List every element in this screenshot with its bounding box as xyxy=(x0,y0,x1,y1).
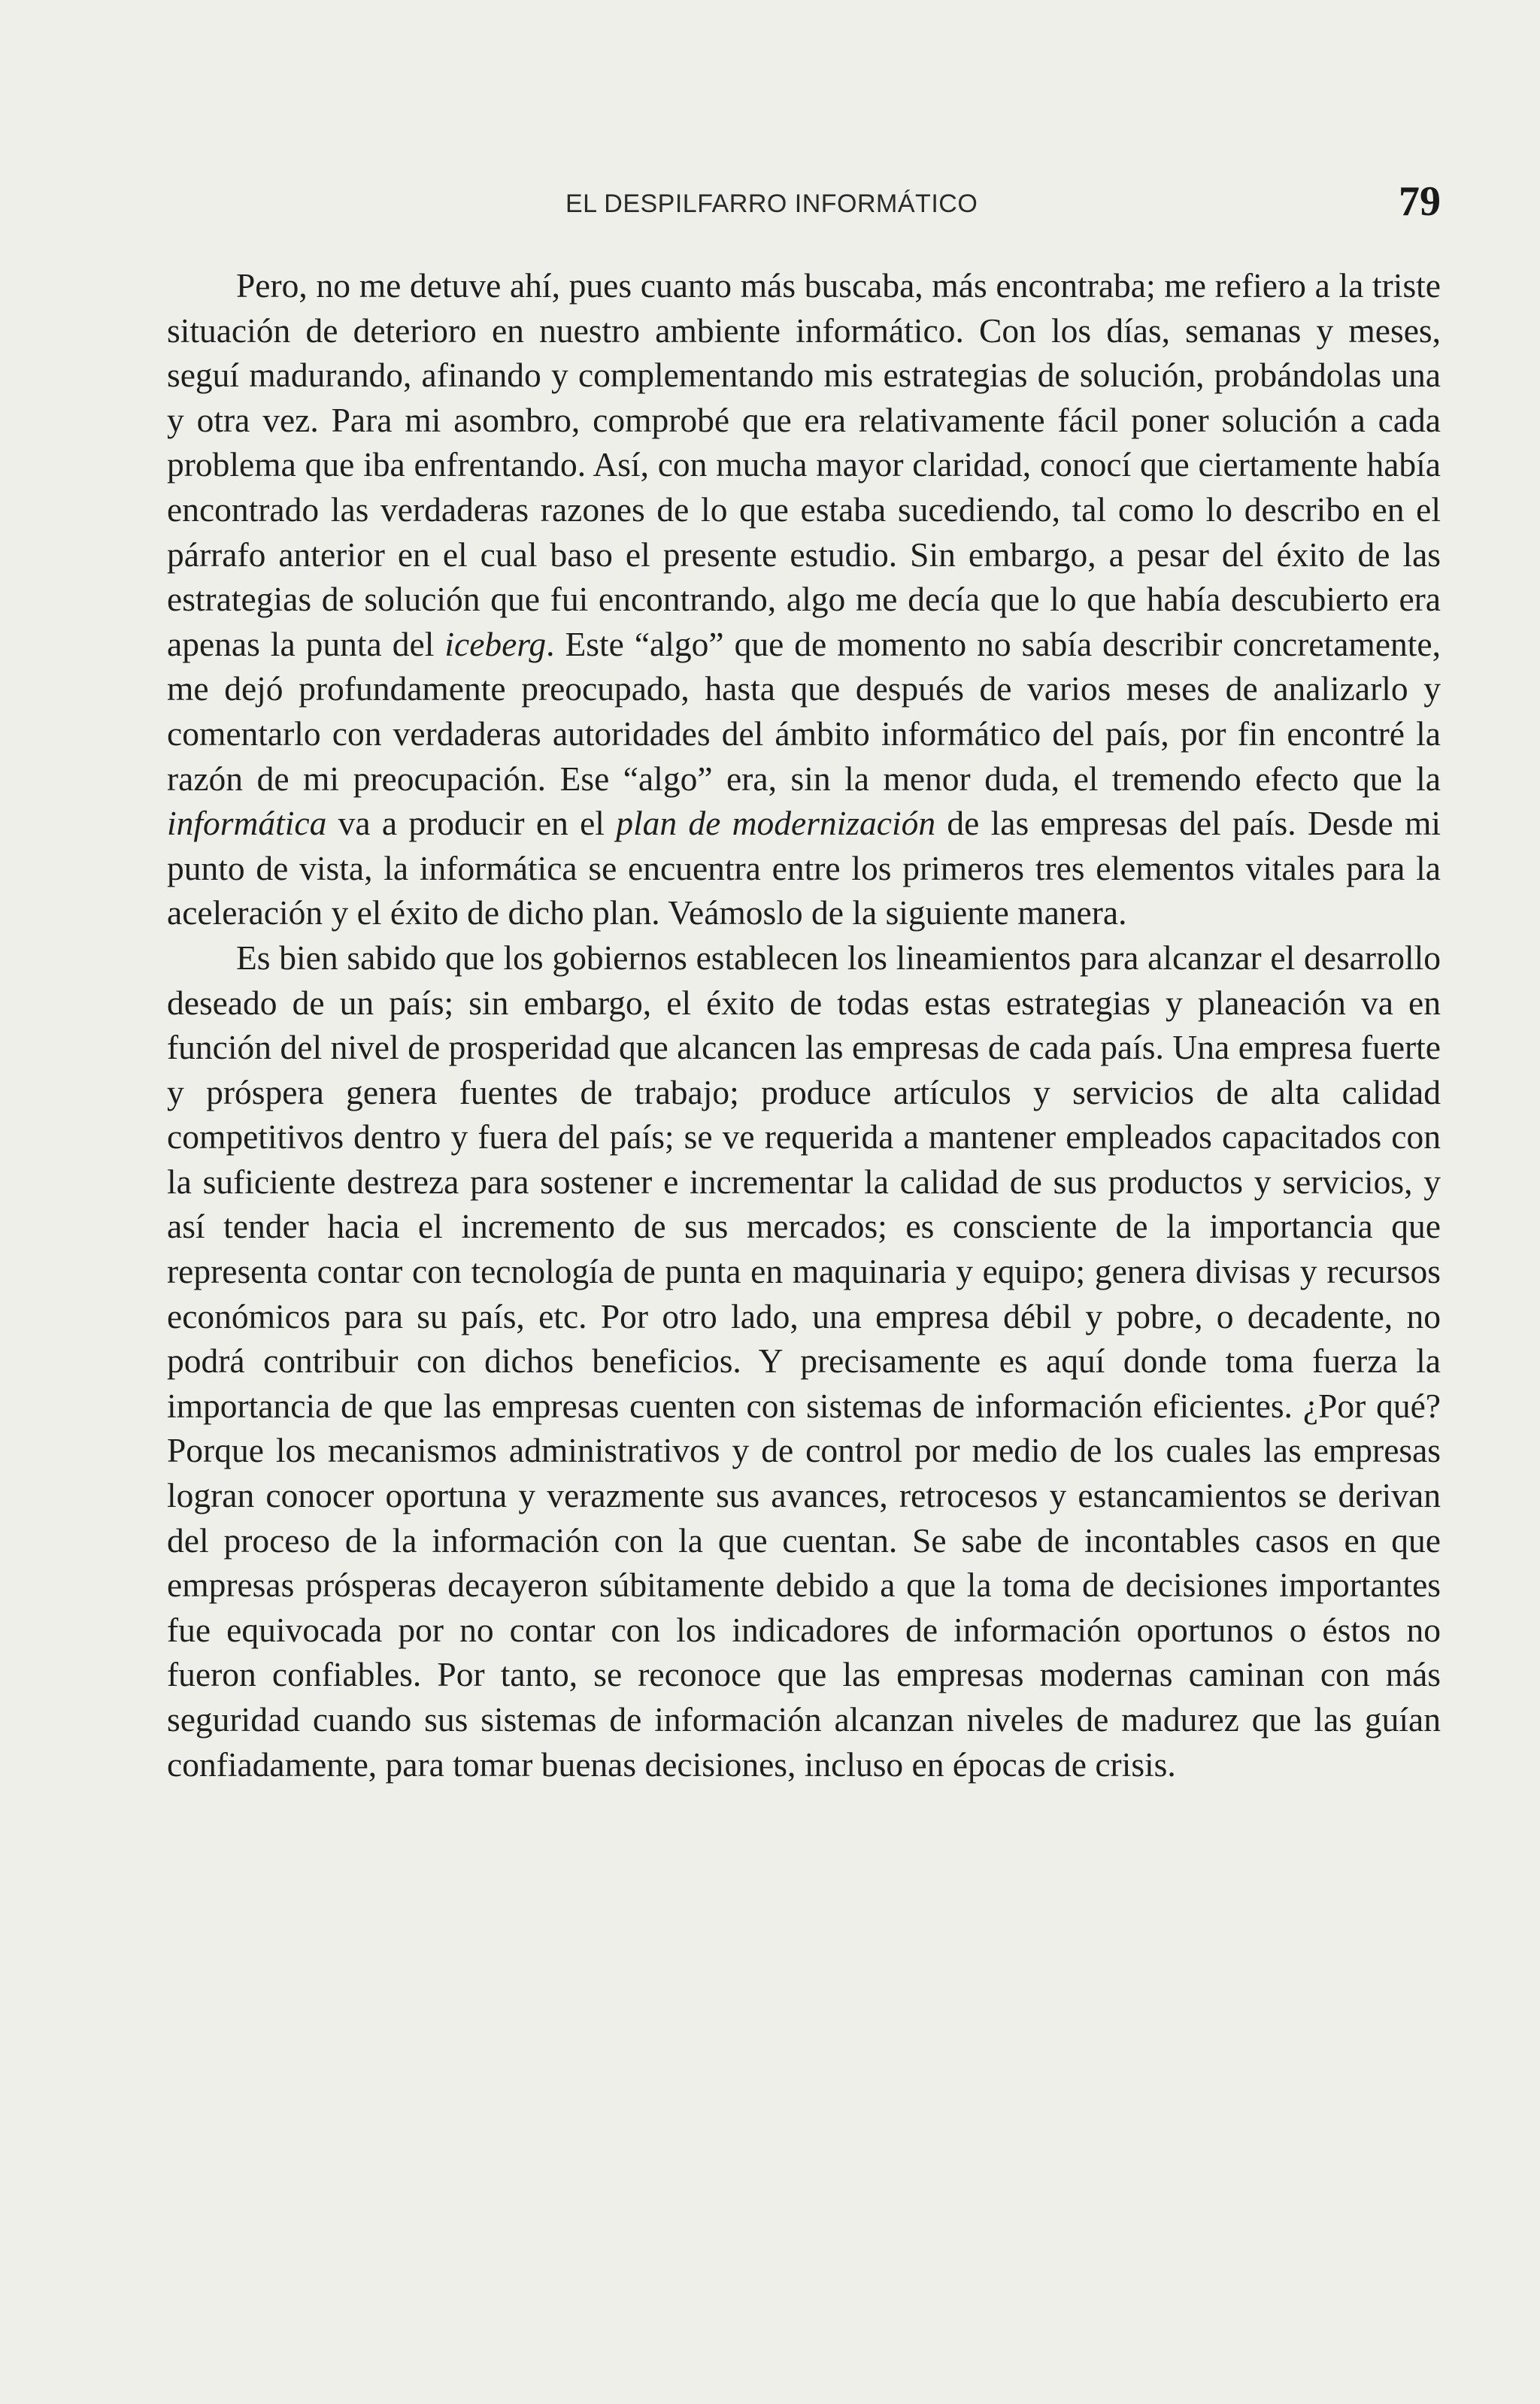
text-segment: va a producir en el xyxy=(326,804,617,843)
text-segment: de las empresas del país. Desde mi punto de vista, la informática se encuentra entre los primeros tres elementos vitales para la aceleración y el éxito de dicho plan. Veámoslo de la siguiente manera. xyxy=(167,804,1441,932)
italic-term-informatica: informática xyxy=(167,804,327,843)
running-head: EL DESPILFARRO INFORMÁTICO xyxy=(565,189,978,218)
text-segment: Pero, no me detuve ahí, pues cuanto más buscaba, más encontraba; me refiero a la triste situación de deterioro en nuestro ambiente informático. Con los días, semanas y meses, seguí madurando, afinando y complementando mis estrategias de solución, probándolas una y otra vez. Para mi asombro, comprobé que era relativamente fácil poner solución a cada problema que iba enfrentando. Así, con mucha mayor claridad, conocí que ciertamente había encontrado las verdaderas razones de lo que estaba sucediendo, tal como lo describo en el párrafo anterior en el cual baso el presente estudio. Sin embargo, a pesar del éxito de las estrategias de solución que fui encontrando, algo me decía que lo que había descubierto era apenas la punta del xyxy=(167,266,1441,663)
body-text xyxy=(167,263,1441,1787)
text-segment: Es bien sabido que los gobiernos establecen los lineamientos para alcanzar el desarrollo deseado de un país; sin embargo, el éxito de todas estas estrategias y planeación va en función del nivel de prosperidad que alcancen las empresas de cada país. Una empresa fuerte y próspera genera fuentes de trabajo; produce artículos y servicios de alta calidad competitivos dentro y fuera del país; se ve requerida a mantener empleados capacitados con la suficiente destreza para sostener e incrementar la calidad de sus productos y servicios, y así tender hacia el incremento de sus mercados; es consciente de la importancia que representa contar con tecnología de punta en maquinaria y equipo; genera divisas y recursos económicos para su país, etc. Por otro lado, una empresa débil y pobre, o decadente, no podrá contribuir con dichos beneficios. Y precisamente es aquí donde toma fuerza la importancia de que las empresas cuenten con sistemas de información eficientes. ¿Por qué? Porque los mecanismos administrativos y de control por medio de los cuales las empresas logran conocer oportuna y verazmente sus avances, retrocesos y estancamientos se derivan del proceso de la información con la que cuentan. Se sabe de incontables casos en que empresas prósperas decayeron súbitamente debido a que la toma de decisiones importantes fue equivocada por no contar con los indicadores de información oportunos o éstos no fueron confiables. Por tanto, se reconoce que las empresas modernas caminan con más seguridad cuando sus sistemas de información alcanzan niveles de madurez que las guían confiadamente, para tomar buenas decisiones, incluso en épocas de crisis. xyxy=(167,938,1441,1784)
paragraph-1 xyxy=(167,263,1441,935)
page-number: 79 xyxy=(1399,178,1441,225)
italic-term-iceberg: iceberg xyxy=(444,624,547,663)
italic-term-plan-de-modernizacion: plan de modernización xyxy=(616,804,936,843)
page-header xyxy=(167,177,1441,230)
text-segment: . Este “algo” que de momento no sabía describir concretamente, me dejó profundamente preocupado, hasta que después de varios meses de analizarlo y comentarlo con verdaderas autoridades del ámbito informático del país, por fin encontré la razón de mi preocupación. Ese “algo” era, sin la menor duda, el tremendo efecto que la xyxy=(167,624,1441,798)
paragraph-2 xyxy=(167,935,1441,1787)
